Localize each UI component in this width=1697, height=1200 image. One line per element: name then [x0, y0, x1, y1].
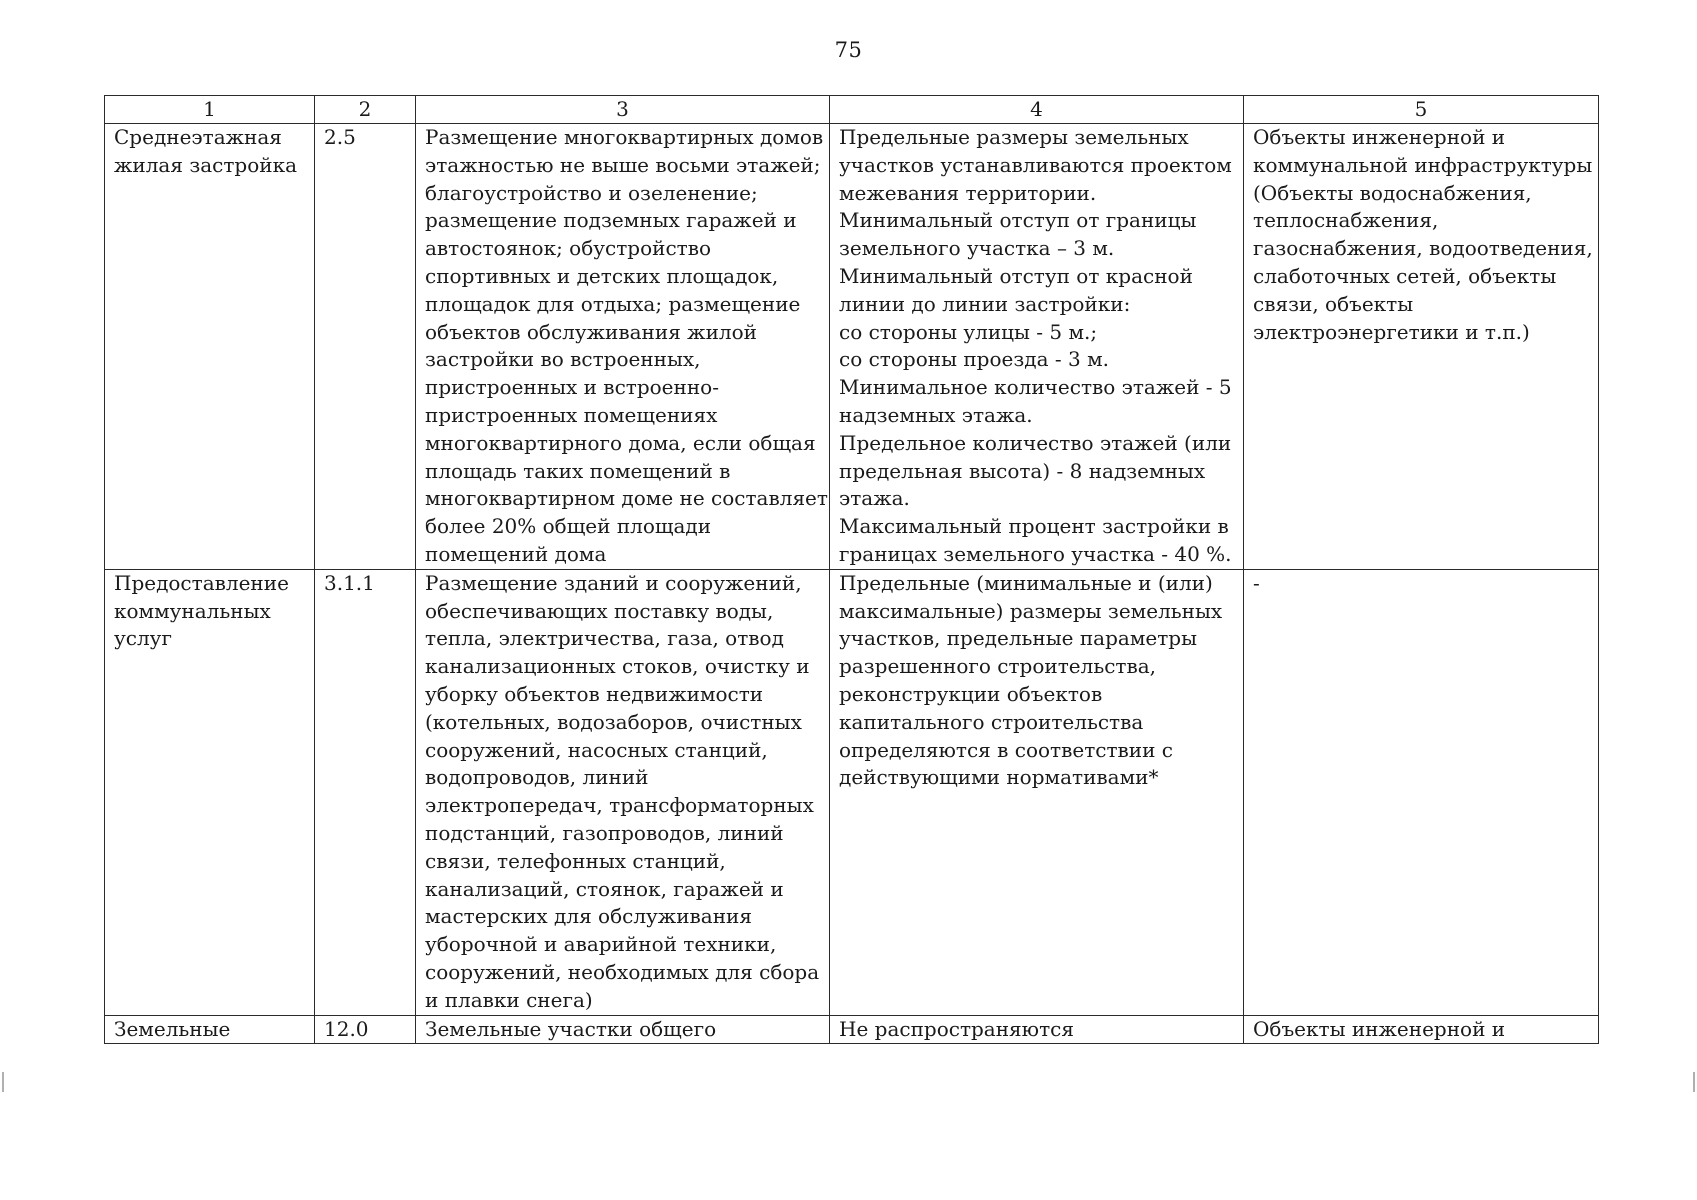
cell-infrastructure-line: связи, объекты: [1253, 291, 1414, 316]
cell-name: [105, 1015, 315, 1044]
cell-infrastructure-line: газоснабжения, водоотведения,: [1253, 236, 1593, 261]
cell-description: [416, 124, 830, 570]
table-row: [105, 1015, 1599, 1044]
cell-parameters: [830, 569, 1244, 1015]
cell-parameters-line: определяются в соответствии с: [839, 737, 1174, 762]
cell-parameters-line: разрешенного строительства,: [839, 654, 1157, 679]
cell-description-line: этажностью не выше восьми этажей;: [425, 152, 821, 177]
cell-parameters-line: максимальные) размеры земельных: [839, 598, 1223, 623]
scan-mark-right: [1693, 1072, 1695, 1092]
cell-infrastructure-line: -: [1253, 570, 1260, 595]
cell-description-line: связи, телефонных станций,: [425, 848, 726, 873]
cell-description-line: уборочной и аварийной техники,: [425, 932, 777, 957]
cell-parameters-line: Минимальное количество этажей - 5: [839, 375, 1232, 400]
cell-description-line: объектов обслуживания жилой: [425, 319, 757, 344]
cell-parameters-line: Максимальный процент застройки в: [839, 514, 1229, 539]
cell-infrastructure: [1244, 124, 1599, 570]
cell-description-line: канализационных стоков, очистку и: [425, 654, 810, 679]
scan-mark-left: [2, 1072, 4, 1092]
cell-description-line: (котельных, водозаборов, очистных: [425, 709, 802, 734]
cell-parameters-line: участков, предельные параметры: [839, 626, 1198, 651]
cell-parameters-line: линии до линии застройки:: [839, 291, 1131, 316]
cell-code: [315, 569, 416, 1015]
header-col-3: 3: [416, 96, 830, 124]
page-number: 75: [834, 38, 863, 62]
cell-parameters-line: Минимальный отступ от красной: [839, 263, 1193, 288]
cell-parameters-line: Не распространяются: [839, 1016, 1074, 1041]
cell-description-line: мастерских для обслуживания: [425, 904, 752, 929]
cell-infrastructure-line: коммунальной инфраструктуры: [1253, 152, 1593, 177]
cell-parameters-line: капитального строительства: [839, 709, 1144, 734]
table-body: [105, 124, 1599, 1044]
cell-description-line: электропередач, трансформаторных: [425, 793, 814, 818]
cell-name-line: услуг: [114, 626, 172, 651]
cell-description-line: и плавки снега): [425, 987, 593, 1012]
cell-description-line: застройки во встроенных,: [425, 347, 701, 372]
cell-infrastructure-line: (Объекты водоснабжения,: [1253, 180, 1532, 205]
cell-description-line: многоквартирном доме не составляет: [425, 486, 828, 511]
cell-parameters-line: действующими нормативами*: [839, 765, 1159, 790]
cell-infrastructure-line: теплоснабжения,: [1253, 208, 1439, 233]
cell-description-line: уборку объектов недвижимости: [425, 681, 764, 706]
cell-description-line: Размещение зданий и сооружений,: [425, 570, 802, 595]
cell-code: [315, 124, 416, 570]
cell-code-value: 2.5: [324, 125, 356, 149]
cell-name-line: Предоставление: [114, 570, 289, 595]
cell-parameters-line: со стороны проезда - 3 м.: [839, 347, 1109, 372]
cell-description-line: пристроенных и встроенно-: [425, 375, 719, 400]
cell-description-line: размещение подземных гаражей и: [425, 208, 797, 233]
cell-parameters-line: предельная высота) - 8 надземных: [839, 458, 1206, 483]
cell-infrastructure: [1244, 1015, 1599, 1044]
cell-parameters-line: участков устанавливаются проектом: [839, 152, 1232, 177]
cell-description-line: более 20% общей площади: [425, 514, 712, 539]
cell-name: [105, 124, 315, 570]
cell-description-line: пристроенных помещениях: [425, 402, 718, 427]
cell-description-line: спортивных и детских площадок,: [425, 263, 779, 288]
cell-description-line: обеспечивающих поставку воды,: [425, 598, 774, 623]
cell-description-line: помещений дома: [425, 541, 607, 566]
cell-parameters-line: реконструкции объектов: [839, 681, 1103, 706]
cell-name-line: Земельные: [114, 1016, 231, 1041]
cell-code: [315, 1015, 416, 1044]
cell-description-line: Размещение многоквартирных домов: [425, 125, 824, 149]
cell-description-line: сооружений, необходимых для сбора: [425, 959, 820, 984]
header-col-2: 2: [315, 96, 416, 124]
table-header: [105, 96, 1599, 124]
cell-parameters-line: Предельные (минимальные и (или): [839, 570, 1213, 595]
cell-description: [416, 569, 830, 1015]
cell-parameters-line: этажа.: [839, 486, 910, 511]
table-row: [105, 124, 1599, 570]
cell-parameters-line: Предельные размеры земельных: [839, 125, 1189, 149]
cell-description: [416, 1015, 830, 1044]
cell-name-line: Среднеэтажная: [114, 125, 282, 149]
cell-name-line: коммунальных: [114, 598, 271, 623]
zoning-table: [104, 95, 1599, 1044]
cell-parameters: [830, 1015, 1244, 1044]
cell-parameters-line: Минимальный отступ от границы: [839, 208, 1197, 233]
cell-infrastructure-line: электроэнергетики и т.п.): [1253, 319, 1530, 344]
cell-parameters-line: надземных этажа.: [839, 402, 1033, 427]
header-col-4: 4: [830, 96, 1244, 124]
cell-name: [105, 569, 315, 1015]
cell-description-line: площадь таких помещений в: [425, 458, 731, 483]
header-col-1: 1: [105, 96, 315, 124]
cell-description-line: площадок для отдыха; размещение: [425, 291, 801, 316]
cell-parameters-line: межевания территории.: [839, 180, 1097, 205]
cell-infrastructure-line: слаботочных сетей, объекты: [1253, 263, 1557, 288]
cell-infrastructure-line: Объекты инженерной и: [1253, 125, 1506, 149]
cell-description-line: водопроводов, линий: [425, 765, 649, 790]
cell-code-value: 12.0: [324, 1016, 369, 1041]
cell-parameters: [830, 124, 1244, 570]
cell-parameters-line: со стороны улицы - 5 м.;: [839, 319, 1098, 344]
cell-infrastructure-line: Объекты инженерной и: [1253, 1016, 1506, 1041]
cell-description-line: благоустройство и озеленение;: [425, 180, 758, 205]
cell-description-line: автостоянок; обустройство: [425, 236, 712, 261]
cell-description-line: тепла, электричества, газа, отвод: [425, 626, 784, 651]
cell-parameters-line: земельного участка – 3 м.: [839, 236, 1115, 261]
cell-description-line: Земельные участки общего: [425, 1016, 717, 1041]
cell-description-line: сооружений, насосных станций,: [425, 737, 768, 762]
cell-name-line: жилая застройка: [114, 152, 298, 177]
cell-infrastructure: [1244, 569, 1599, 1015]
header-col-5: 5: [1244, 96, 1599, 124]
header-row: [105, 96, 1599, 124]
table-row: [105, 569, 1599, 1015]
cell-description-line: многоквартирного дома, если общая: [425, 430, 816, 455]
cell-description-line: канализаций, стоянок, гаражей и: [425, 876, 784, 901]
cell-parameters-line: Предельное количество этажей (или: [839, 430, 1232, 455]
cell-parameters-line: границах земельного участка - 40 %.: [839, 541, 1232, 566]
cell-description-line: подстанций, газопроводов, линий: [425, 820, 784, 845]
cell-code-value: 3.1.1: [324, 570, 375, 595]
